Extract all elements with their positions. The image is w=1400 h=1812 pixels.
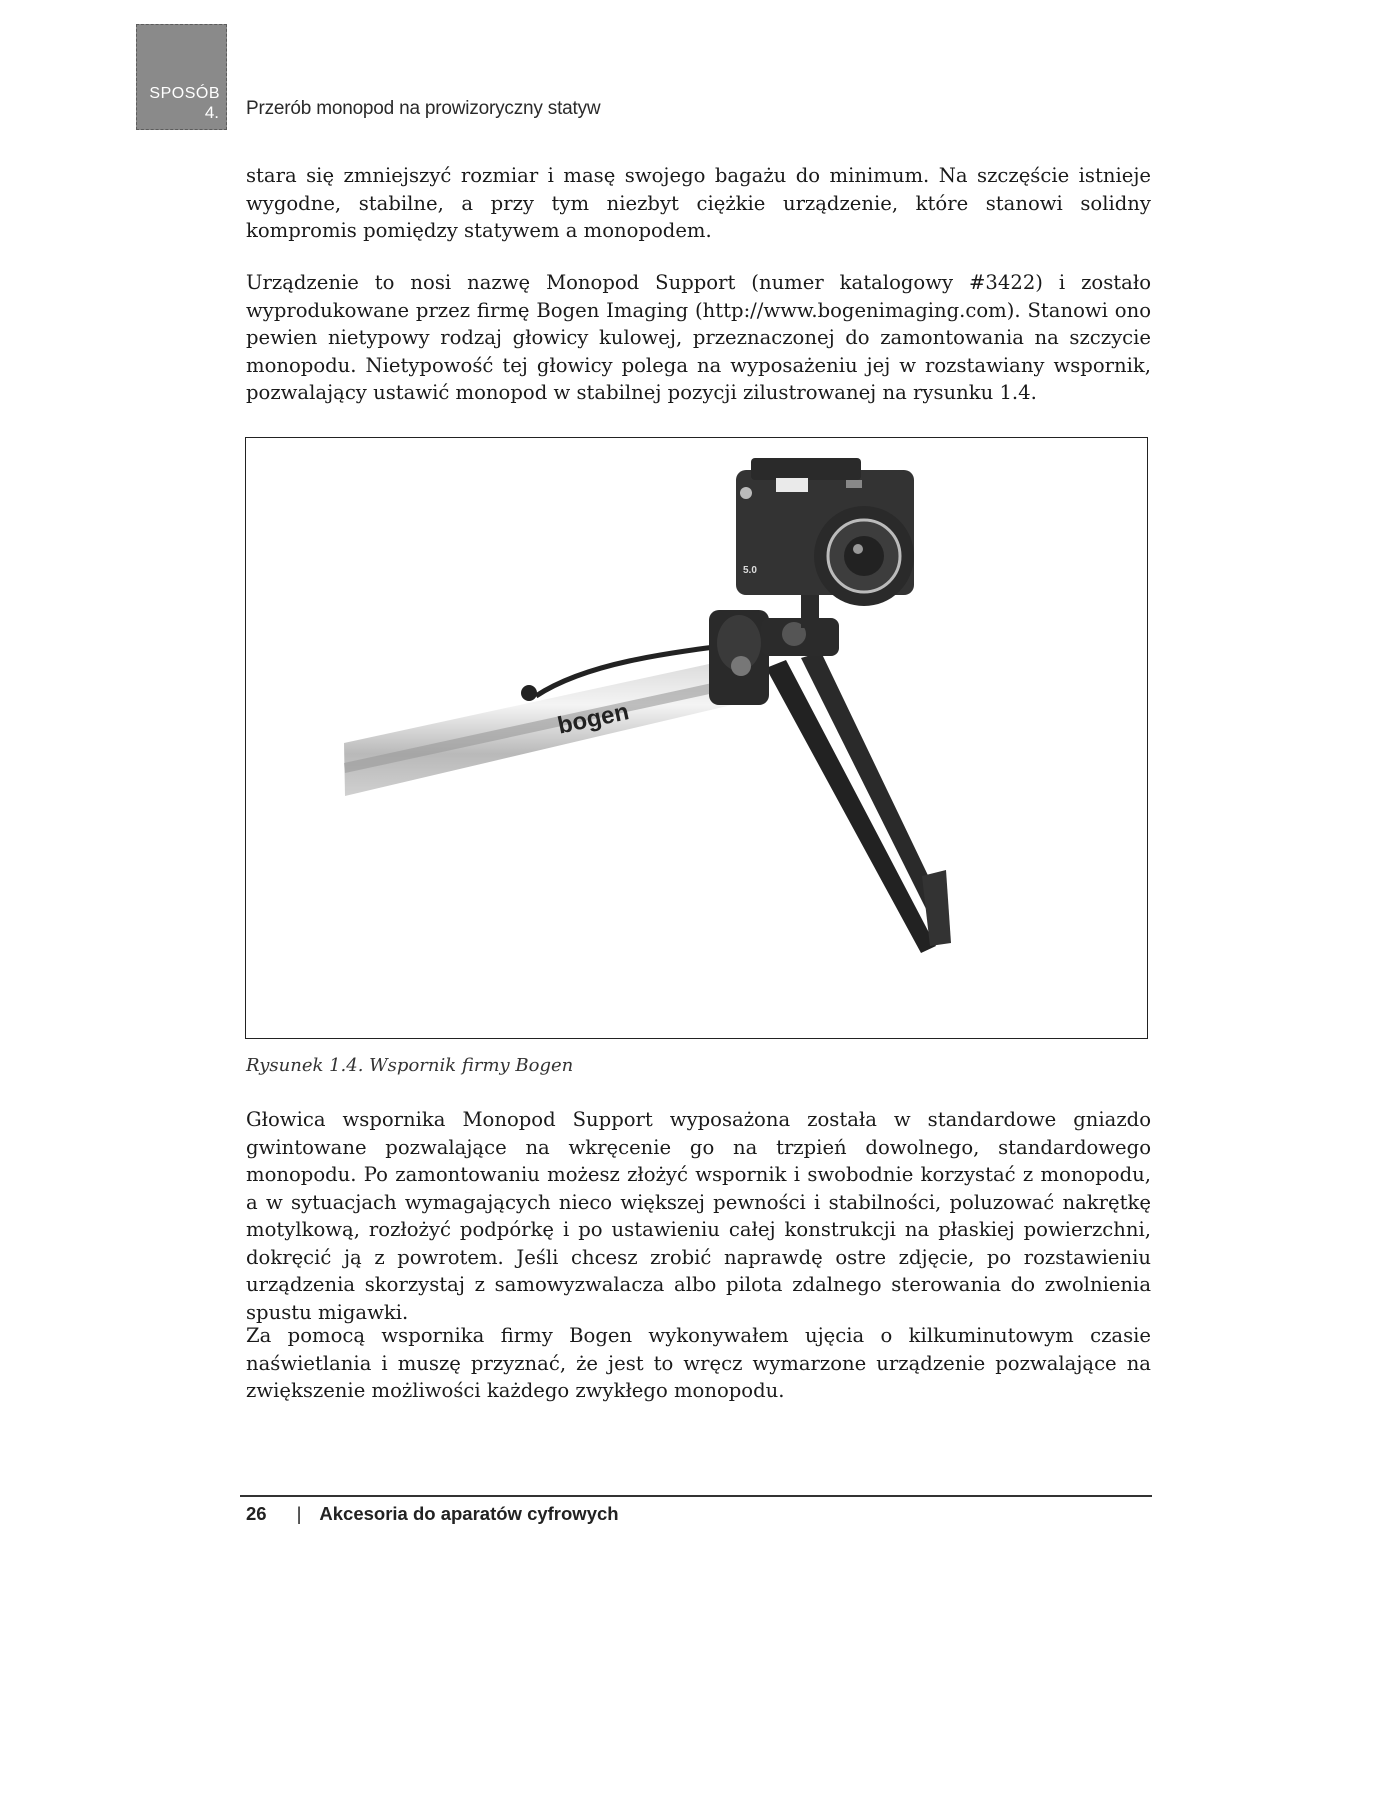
- figure-caption: Rysunek 1.4. Wspornik firmy Bogen: [246, 1055, 574, 1076]
- section-badge-number: 4.: [204, 103, 219, 122]
- section-badge-word: SPOSÓB: [149, 85, 220, 102]
- page-number: 26: [246, 1503, 267, 1524]
- camera-badge: 5.0: [743, 565, 757, 576]
- bogen-logo: bogen: [555, 698, 632, 740]
- section-badge: [136, 24, 227, 130]
- footer-rule: [240, 1495, 1152, 1497]
- figure-photo-monopod-support: [245, 437, 1148, 1039]
- monopod-support-illustration: [246, 438, 1146, 1037]
- paragraph-4: Za pomocą wspornika firmy Bogen wykonywałem ujęcia o kilkuminutowym czasie naświetlania i muszę przyznać, że jest to wręcz wymarzone urządzenie pozwalające na zwiększenie możliwości każdego zwykłego monopodu.: [246, 1324, 1151, 1402]
- page-footer: [246, 1503, 619, 1525]
- support-leg-front: [766, 660, 936, 953]
- paragraph-1: stara się zmniejszyć rozmiar i masę swojego bagażu do minimum. Na szczęście istnieje wygodne, stabilne, a przy tym niezbyt ciężkie urządzenie, które stanowi solidny kompromis pomiędzy statywem a monopodem.: [246, 164, 1151, 242]
- paragraph-2: Urządzenie to nosi nazwę Monopod Support (numer katalogowy #3422) i zostało wyprodukowane przez firmę Bogen Imaging (http://www.bogenimaging.com). Stanowi ono pewien nietypowy rodzaj głowicy kulowej, przeznaczonej do zamontowania na szczycie monopodu. Nietypowość tej głowicy polega na wyposażeniu jej w rozstawiany wspornik, pozwalający ustawić monopod w stabilnej pozycji zilustrowanej na rysunku 1.4.: [246, 271, 1151, 404]
- footer-separator: |: [296, 1503, 302, 1524]
- book-title: Akcesoria do aparatów cyfrowych: [319, 1503, 619, 1524]
- running-title: Przerób monopod na prowizoryczny statyw: [246, 98, 601, 119]
- paragraph-3: Głowica wspornika Monopod Support wyposażona została w standardowe gniazdo gwintowane pozwalające na wkręcenie go na trzpień dowolnego, standardowego monopodu. Po zamontowaniu możesz złożyć wspornik i swobodnie korzystać z monopodu, a w sytuacjach wymagających nieco większej pewności i stabilności, poluzować nakrętkę motylkową, rozłożyć podpórkę i po ustawieniu całej konstrukcji na płaskiej powierzchni, dokręcić ją z powrotem. Jeśli chcesz zrobić naprawdę ostre zdjęcie, po rozstawieniu urządzenia skorzystaj z samowyzwalacza albo pilota zdalnego sterowania do zwolnienia spustu migawki.: [246, 1108, 1151, 1324]
